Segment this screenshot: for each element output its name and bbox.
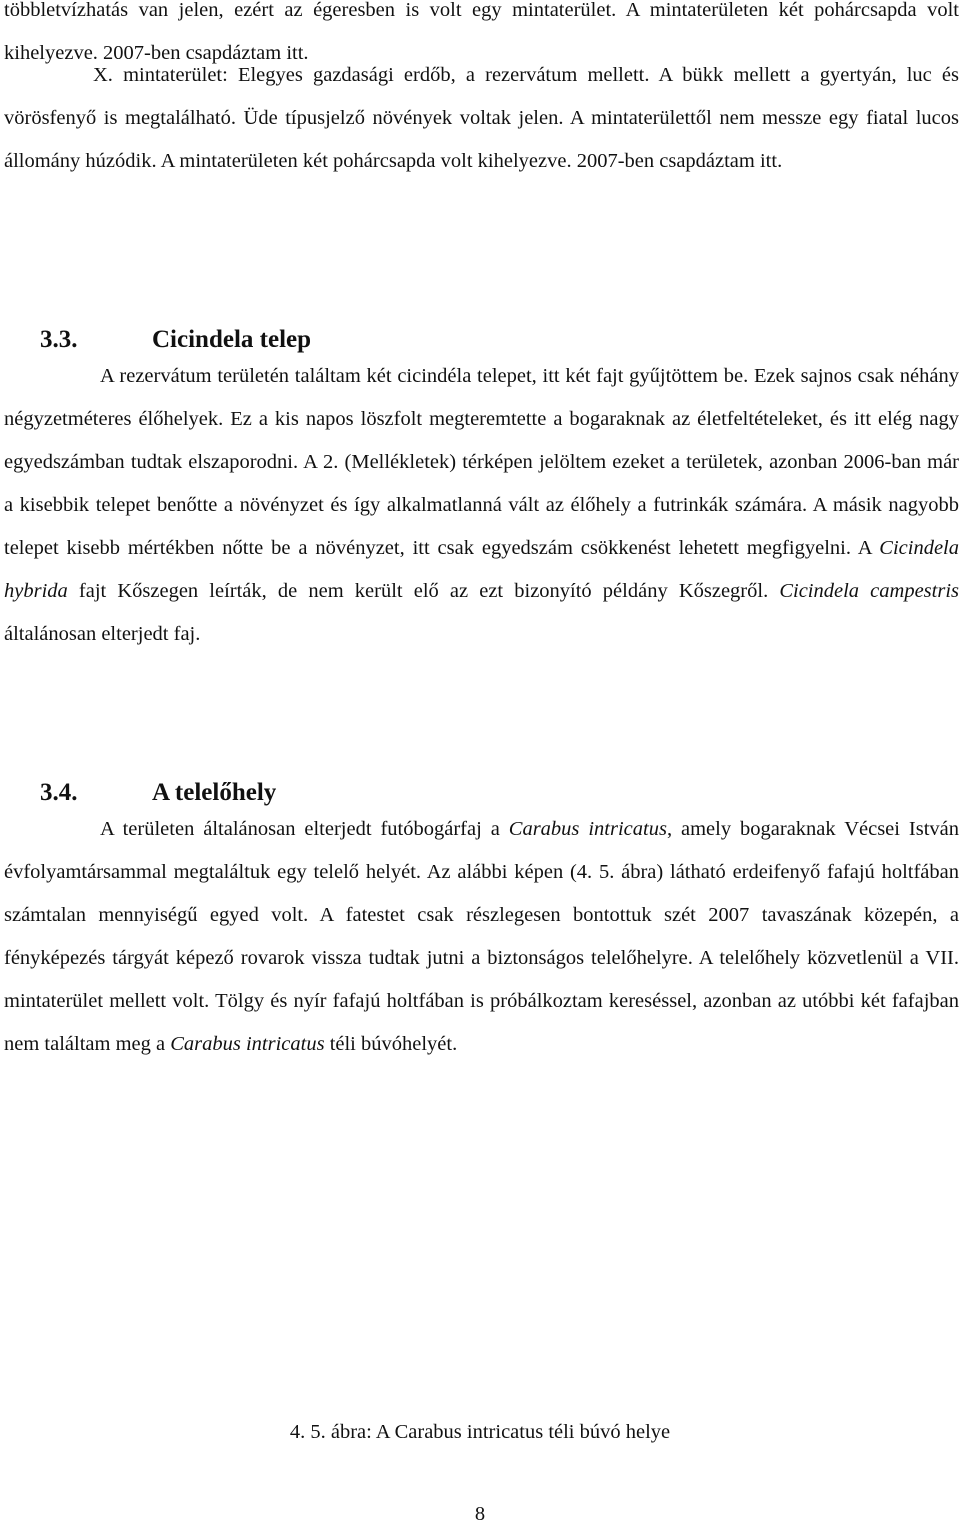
section-heading-3-3 [40, 325, 311, 355]
figure-caption: 4. 5. ábra: A Carabus intricatus téli búvó helye [289, 1421, 671, 1443]
paragraph-cicindela: A rezervátum területén találtam két cicindéla telepet, itt két fajt gyűjtöttem be. Ezek sajnos csak néhány négyzetméteres élőhelyek. Ez a kis napos löszfolt megteremtette a bogaraknak az életfeltételeket, és itt elég nagy egyedszámban tudtak elszaporodni. A 2. (Mellékletek) térképen jelöltem ezeket a területek, azonban 2006-ban már a kisebbik telepet benőtte a növényzet és így alkalmatlanná vált az élőhely a futrinkák számára. A másik nagyobb telepet kisebb mértékben nőtte be a növényzet, itt csak egyedszám csökkenést lehetett megfigyelni. A Cicindela hybrida fajt Kőszegen leírták, de nem került elő az ezt bizonyító példány Kőszegről. Cicindela campestris általánosan elterjedt faj. [4, 365, 959, 645]
species-name: Carabus intricatus [508, 818, 667, 840]
section-title: A telelőhely [152, 779, 277, 806]
section-number: 3.4. [40, 779, 78, 806]
species-name: Cicindela hybrida [4, 537, 959, 602]
section-title: Cicindela telep [152, 326, 312, 353]
paragraph-overwintering: A területen általánosan elterjedt futóbogárfaj a Carabus intricatus, amely bogaraknak Vécsei István évfolyamtársammal megtaláltuk egy telelő helyét. Az alábbi képen (4. 5. ábra) látható erdeifenyő fafajú holtfában számtalan mennyiségű egyed volt. A fatestet csak részlegesen bontottuk szét 2007 tavaszának közepén, a fényképezés tárgyát képező rovarok vissza tudtak jutni a biztonságos telelőhelyre. A telelőhely közvetlenül a VII. mintaterület mellett volt. Tölgy és nyír fafajú holtfában is próbálkoztam kereséssel, azonban az utóbbi két fafajban nem találtam meg a Carabus intricatus téli búvóhelyét. [4, 818, 960, 1055]
paragraph-trap-info: többletvízhatás van jelen, ezért az égeresben is volt egy mintaterület. A mintaterületen két pohárcsapda volt kihelyezve. 2007-ben csapdáztam itt. [4, 0, 959, 64]
section-heading-3-4 [40, 778, 276, 808]
species-name: Carabus intricatus [170, 1033, 325, 1055]
section-number: 3.3. [40, 326, 78, 353]
paragraph-plot-x: X. mintaterület: Elegyes gazdasági erdőb, a rezervátum mellett. A bükk mellett a gyertyán, luc és vörösfenyő is megtalálható. Üde típusjelző növények voltak jelen. A mintaterülettől nem messze egy fiatal lucos állomány húzódik. A mintaterületen két pohárcsapda volt kihelyezve. 2007-ben csapdáztam itt. [4, 64, 959, 172]
species-name: Cicindela campestris [779, 580, 959, 602]
page-number: 8 [474, 1503, 486, 1525]
